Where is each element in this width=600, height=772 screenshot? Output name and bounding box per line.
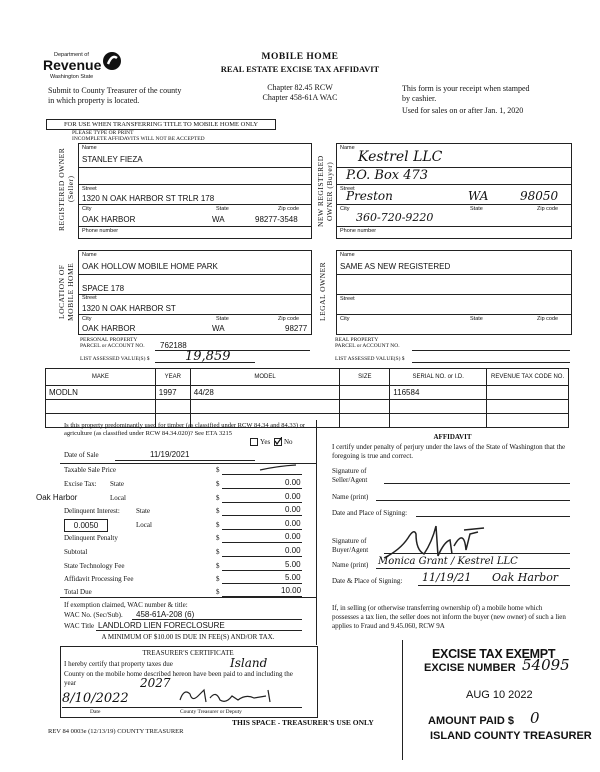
stamp-excise-number-label: EXCISE NUMBER xyxy=(424,662,516,674)
location-name[interactable]: OAK HOLLOW MOBILE HOME PARK xyxy=(82,262,218,271)
location-state[interactable]: WA xyxy=(212,324,225,333)
yes-checkbox[interactable] xyxy=(250,438,258,446)
excise-tax-label: Excise Tax: xyxy=(64,480,97,488)
header-make: MAKE xyxy=(46,369,156,386)
timber-question: Is this property predominantly used for timber (as classified under RCW 84.34 and 84.33) or agriculture (as classified under RCW 84.34.020)? See ETA 3215 xyxy=(64,422,306,437)
header-revenue-code: REVENUE TAX CODE NO. xyxy=(487,369,569,386)
treasurer-use-note: THIS SPACE - TREASURER'S USE ONLY xyxy=(232,718,374,727)
treasurer-signature xyxy=(176,686,286,706)
delinquent-state-label: State xyxy=(136,507,150,515)
cell-serial[interactable]: 116584 xyxy=(390,386,487,400)
affidavit-title: AFFIDAVIT xyxy=(433,433,472,441)
buyer-zip[interactable]: 98050 xyxy=(520,189,559,203)
cell-serial[interactable] xyxy=(390,400,487,414)
buyer-sign-place[interactable]: Oak Harbor xyxy=(492,571,559,584)
certificate-signer-label: County Treasurer or Deputy xyxy=(180,709,242,715)
certificate-county[interactable]: Island xyxy=(230,656,268,670)
buyer-name[interactable]: Kestrel LLC xyxy=(358,149,443,165)
incomplete-note: INCOMPLETE AFFIDAVITS WILL NOT BE ACCEPTED xyxy=(72,136,205,142)
cell-year[interactable] xyxy=(155,400,190,414)
local-rate[interactable]: 0.0050 xyxy=(64,519,108,532)
certificate-date[interactable]: 8/10/2022 xyxy=(62,691,129,706)
seller-zip-label: Zip code xyxy=(278,206,300,212)
minimum-note: A MINIMUM OF $10.00 IS DUE IN FEE(S) AND/OR TAX. xyxy=(101,633,275,641)
location-state-label: State xyxy=(216,316,229,322)
legal-street-label: Street xyxy=(340,296,355,302)
buyer-print-name[interactable]: Monica Grant / Kestrel LLC xyxy=(378,556,518,567)
yes-label: Yes xyxy=(260,438,271,446)
buyer-state-label: State xyxy=(470,206,483,212)
seller-street-label: Street xyxy=(82,186,97,192)
agency-line2: Washington State xyxy=(50,74,94,80)
assessed-label: LIST ASSESSED VALUE(S) $ xyxy=(80,356,150,362)
buyer-date-place-label: Date & Place of Signing: xyxy=(332,577,403,585)
timber-yes-no xyxy=(248,438,293,446)
buyer-name-label: Name xyxy=(340,145,355,151)
no-checkbox[interactable] xyxy=(274,438,282,446)
date-of-sale-label: Date of Sale xyxy=(64,451,99,459)
personal-property-label: PERSONAL PROPERTY xyxy=(80,337,138,343)
real-property-label: REAL PROPERTY xyxy=(335,337,379,343)
certificate-date-label: Date xyxy=(90,709,101,715)
legal-owner-name[interactable]: SAME AS NEW REGISTERED xyxy=(340,262,451,271)
buyer-zip-label: Zip code xyxy=(537,206,559,212)
assessed-value[interactable]: 19,859 xyxy=(185,349,231,364)
stamp-amount-label: AMOUNT PAID $ xyxy=(428,715,514,727)
real-assessed-label: LIST ASSESSED VALUE(S) $ xyxy=(335,356,405,362)
form-footer: REV 84 0003e (12/13/19) COUNTY TREASURER xyxy=(48,728,184,735)
agency-name: Revenue xyxy=(43,57,102,73)
buyer-phone[interactable]: 360-720-9220 xyxy=(356,211,434,224)
legal-owner-label: LEGAL OWNER xyxy=(318,261,327,321)
header-model: MODEL xyxy=(190,369,340,386)
delinquent-local[interactable]: 0.00 xyxy=(285,519,301,528)
cell-revenue-code[interactable] xyxy=(487,414,569,428)
location-zip-label: Zip code xyxy=(278,316,300,322)
certificate-line1: I hereby certify that property taxes due xyxy=(64,660,173,668)
registered-owner-label: REGISTERED OWNER (Seller) xyxy=(57,147,75,231)
agency-logo-icon xyxy=(102,50,122,72)
cell-serial[interactable] xyxy=(390,414,487,428)
taxable-price-label: Taxable Sale Price xyxy=(64,466,116,474)
location-zip[interactable]: 98277 xyxy=(285,324,308,333)
use-note: Used for sales on or after Jan. 1, 2020 xyxy=(402,106,524,115)
cell-revenue-code[interactable] xyxy=(487,400,569,414)
submit-note: Submit to County Treasurer of the county in which property is located. xyxy=(48,86,182,105)
header-serial: SERIAL NO. or I.D. xyxy=(390,369,487,386)
buyer-city[interactable]: Preston xyxy=(346,189,393,203)
dollar-sign: $ xyxy=(216,575,220,583)
seller-print-name-label: Name (print) xyxy=(332,493,369,501)
subtotal[interactable]: 0.00 xyxy=(285,546,301,555)
real-parcel-label: PARCEL or ACCOUNT NO. xyxy=(335,343,400,349)
buyer-phone-label: Phone number xyxy=(340,228,377,234)
seller-city[interactable]: OAK HARBOR xyxy=(82,215,136,224)
excise-local-label: Local xyxy=(110,494,126,502)
chapter-wac: Chapter 458-61A WAC xyxy=(262,93,338,102)
affidavit-fee-label: Affidavit Processing Fee xyxy=(64,575,134,583)
excise-local[interactable]: 0.00 xyxy=(285,492,301,501)
chapter-rcw: Chapter 82.45 RCW xyxy=(267,83,333,92)
delinquent-local-label: Local xyxy=(136,521,152,529)
excise-state-label: State xyxy=(110,480,124,488)
seller-signature-label: Signature of Seller/Agent xyxy=(332,467,368,484)
taxable-dash-mark xyxy=(258,463,298,473)
location-street[interactable]: 1320 N OAK HARBOR ST xyxy=(82,304,176,313)
new-registered-owner-label: NEW REGISTERED OWNER (Buyer) xyxy=(316,155,334,227)
seller-date-place-label: Date and Place of Signing: xyxy=(332,509,408,517)
affidavit-footnote: If, in selling (or otherwise transferring ownership of) a mobile home which possesses a tax lien, the seller does not inform the buyer (new owner) of such a lien applies to Fraud and 9.45.060, RCW 9A xyxy=(332,604,566,630)
vehicle-table xyxy=(45,368,569,428)
wac-title[interactable]: LANDLORD LIEN FORECLOSURE xyxy=(98,621,225,630)
delinquent-interest-label: Delinquent Interest: xyxy=(64,507,120,515)
vehicle-header-row xyxy=(46,369,569,386)
dollar-sign: $ xyxy=(216,548,220,556)
stamp-excise-number[interactable]: 54095 xyxy=(522,656,570,674)
location-label: LOCATION OF MOBILE HOME xyxy=(57,262,75,322)
total-due[interactable]: 10.00 xyxy=(281,586,302,595)
buyer-state[interactable]: WA xyxy=(468,189,489,203)
legal-city-label: City xyxy=(340,316,350,322)
dollar-sign: $ xyxy=(216,466,220,474)
seller-state-label: State xyxy=(216,206,229,212)
buyer-signature-label: Signature of Buyer/Agent xyxy=(332,537,369,554)
cell-revenue-code[interactable] xyxy=(487,386,569,400)
form-title: MOBILE HOME xyxy=(261,52,339,62)
subtotal-label: Subtotal xyxy=(64,548,88,556)
personal-parcel-value[interactable]: 762188 xyxy=(160,341,187,350)
wac-no[interactable]: 458-61A-208 (6) xyxy=(136,610,195,619)
seller-city-label: City xyxy=(82,206,92,212)
wac-no-label: WAC No. (Sec/Sub). xyxy=(64,611,123,619)
transfer-banner: FOR USE WHEN TRANSFERRING TITLE TO MOBILE HOME ONLY xyxy=(46,119,276,130)
location-city[interactable]: OAK HARBOR xyxy=(82,324,136,333)
dollar-sign: $ xyxy=(216,562,220,570)
legal-name-label: Name xyxy=(340,252,355,258)
dollar-sign: $ xyxy=(216,534,220,542)
agency-logo xyxy=(40,52,120,86)
cell-model[interactable] xyxy=(190,400,340,414)
table-row xyxy=(46,400,569,414)
buyer-print-name-label: Name (print) xyxy=(332,561,369,569)
stamp-exempt: EXCISE TAX EXEMPT xyxy=(432,647,556,661)
table-row xyxy=(46,386,569,400)
stamp-amount[interactable]: 0 xyxy=(530,709,540,727)
legal-state-label: State xyxy=(470,316,483,322)
seller-street[interactable]: 1320 N OAK HARBOR ST TRLR 178 xyxy=(82,194,215,203)
wac-title-label: WAC Title xyxy=(64,622,95,630)
header-year: YEAR xyxy=(155,369,190,386)
certificate-title: TREASURER'S CERTIFICATE xyxy=(142,649,234,657)
location-space[interactable]: SPACE 178 xyxy=(82,284,125,293)
affidavit-fee[interactable]: 5.00 xyxy=(285,573,301,582)
buyer-sign-date[interactable]: 11/19/21 xyxy=(422,571,472,584)
buyer-city-label: City xyxy=(340,206,350,212)
stamp-treasurer: ISLAND COUNTY TREASURER xyxy=(430,730,592,742)
form-subtitle: REAL ESTATE EXCISE TAX AFFIDAVIT xyxy=(220,64,380,74)
exemption-label: If exemption claimed, WAC number & title: xyxy=(64,601,188,609)
dollar-sign: $ xyxy=(216,507,220,515)
stamp-date: AUG 10 2022 xyxy=(466,689,533,701)
penalty-label: Delinquent Penalty xyxy=(64,534,118,542)
cell-make[interactable]: MODLN xyxy=(46,386,156,400)
legal-zip-label: Zip code xyxy=(537,316,559,322)
cell-size[interactable] xyxy=(340,400,390,414)
tech-fee[interactable]: 5.00 xyxy=(285,560,301,569)
total-due-label: Total Due xyxy=(64,588,92,596)
buyer-street-label: Street xyxy=(340,186,355,192)
location-name-label: Name xyxy=(82,252,97,258)
seller-state[interactable]: WA xyxy=(212,215,225,224)
seller-phone-label: Phone number xyxy=(82,228,119,234)
cell-size[interactable] xyxy=(340,414,390,428)
seller-name-label: Name xyxy=(82,145,97,151)
certificate-year[interactable]: 2027 xyxy=(140,676,171,690)
location-city-label: City xyxy=(82,316,92,322)
type-note: PLEASE TYPE OR PRINT xyxy=(72,130,134,136)
tech-fee-label: State Technology Fee xyxy=(64,562,125,570)
penalty[interactable]: 0.00 xyxy=(285,532,301,541)
location-street-label: Street xyxy=(82,295,97,301)
cell-size[interactable] xyxy=(340,386,390,400)
buyer-address[interactable]: P.O. Box 473 xyxy=(346,168,429,183)
agency-line1: Department of xyxy=(54,52,89,58)
oak-harbor-note: Oak Harbor xyxy=(36,493,78,502)
cell-year[interactable]: 1997 xyxy=(155,386,190,400)
header-size: SIZE xyxy=(340,369,390,386)
cell-make[interactable] xyxy=(46,400,156,414)
date-of-sale[interactable]: 11/19/2021 xyxy=(150,450,190,459)
affidavit-text: I certify under penalty of perjury under the laws of the State of Washington that the foregoing is true and correct. xyxy=(332,443,566,460)
dollar-sign: $ xyxy=(216,480,220,488)
dollar-sign: $ xyxy=(216,588,220,596)
no-label: No xyxy=(283,438,293,446)
personal-parcel-label: PARCEL or ACCOUNT NO. xyxy=(80,343,145,349)
seller-name[interactable]: STANLEY FIEZA xyxy=(82,155,143,164)
dollar-sign: $ xyxy=(216,521,220,529)
excise-state[interactable]: 0.00 xyxy=(285,478,301,487)
delinquent-state[interactable]: 0.00 xyxy=(285,505,301,514)
cell-model[interactable]: 44/28 xyxy=(190,386,340,400)
receipt-note: This form is your receipt when stamped by cashier. xyxy=(402,84,530,103)
certificate-line2: County on the mobile home described hereon have been paid to and including the year xyxy=(64,670,293,687)
dollar-sign: $ xyxy=(216,494,220,502)
seller-zip[interactable]: 98277-3548 xyxy=(255,215,298,224)
